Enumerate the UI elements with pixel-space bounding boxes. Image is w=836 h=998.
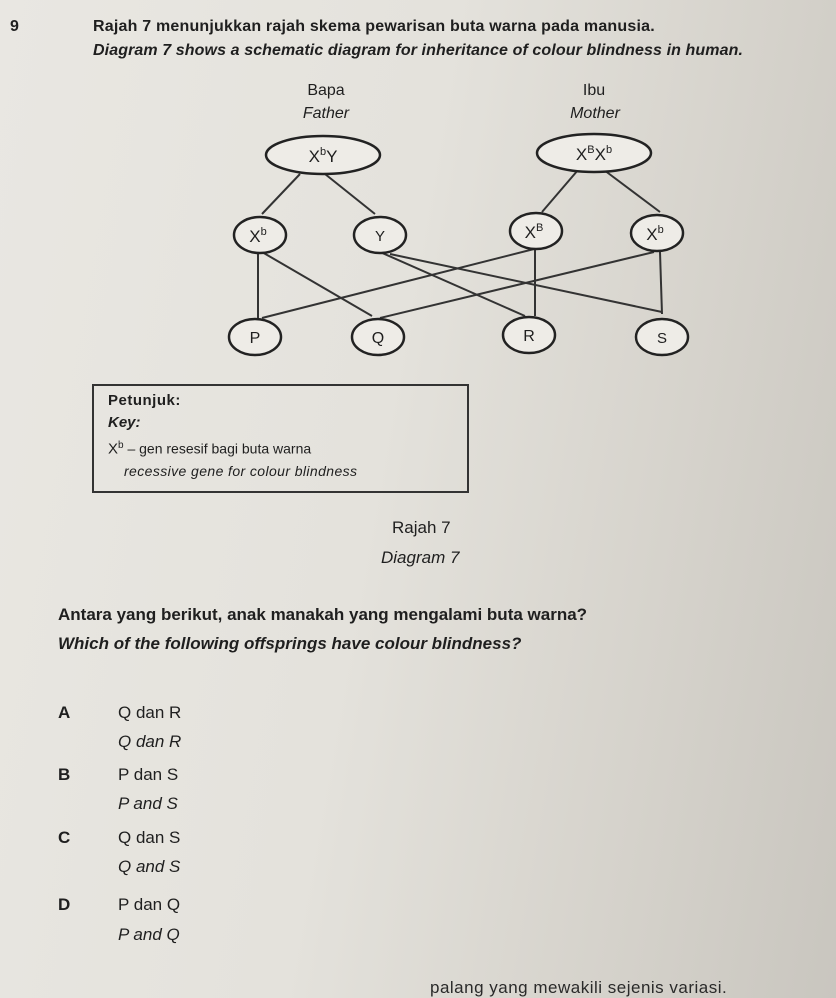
option-c-letter: C [58,828,71,847]
offspring-q: Q [371,330,385,347]
prompt-en: Which of the following offsprings have colour blindness? [58,634,522,653]
line-g4-q [380,252,654,318]
mother-genotype: $X^BX^b$ [575,144,613,164]
option-d-letter: D [58,895,71,914]
key-symbol-sup: b [118,440,124,451]
line-g3-p [262,248,538,318]
footer-text-cut: palang yang mewakili sejenis variasi. [430,978,728,997]
gamete-4: $X^b$ [646,224,664,244]
option-d-ms: P dan Q [118,895,181,914]
line-g1-r [262,252,372,316]
prompt-ms: Antara yang berikut, anak manakah yang mengalami buta warna? [58,605,588,624]
option-c-en: Q and S [118,857,181,876]
father-label-en: Father [302,105,350,122]
option-b-ms: P dan S [118,765,179,784]
line-mother-g4 [604,170,660,212]
gamete-2: Y [374,228,386,245]
key-desc-en: recessive gene for colour blindness [124,463,358,479]
diagram-caption-en: Diagram 7 [381,548,460,567]
option-c-ms: Q dan S [118,828,181,847]
father-genotype: $X^bY$ [308,146,338,166]
key-entry [108,440,311,458]
mother-label-ms: Ibu [582,82,606,99]
diagram-caption-ms: Rajah 7 [392,518,451,537]
offspring-p: P [249,330,261,347]
mother-label-en: Mother [570,105,620,122]
option-b-en: P and S [118,794,178,813]
option-a-letter: A [58,703,71,722]
question-text-en: Diagram 7 shows a schematic diagram for inheritance of colour blindness in human. [93,42,744,59]
offspring-r: R [523,328,535,345]
father-label-ms: Bapa [307,82,345,99]
question-text-ms: Rajah 7 menunjukkan rajah skema pewarisan buta warna pada manusia. [93,18,655,35]
question-number: 9 [10,18,19,35]
key-title-en: Key: [108,414,141,431]
option-b-letter: B [58,765,71,784]
key-desc-ms: – gen resesif bagi buta warna [127,440,312,457]
gamete-3: $X^B$ [524,222,544,242]
option-a-ms: Q dan R [118,703,182,722]
line-g2-r [380,252,525,316]
line-father-g2 [325,174,375,214]
option-d-en: P and Q [118,925,180,944]
gamete-1: $X^b$ [249,226,267,246]
key-title-ms: Petunjuk: [108,392,181,409]
line-g4-s [660,252,662,314]
line-father-g1 [262,174,300,214]
offspring-s: S [656,330,668,347]
line-mother-g3 [542,170,578,212]
option-a-en: Q dan R [118,732,182,751]
key-symbol: X [108,440,119,458]
